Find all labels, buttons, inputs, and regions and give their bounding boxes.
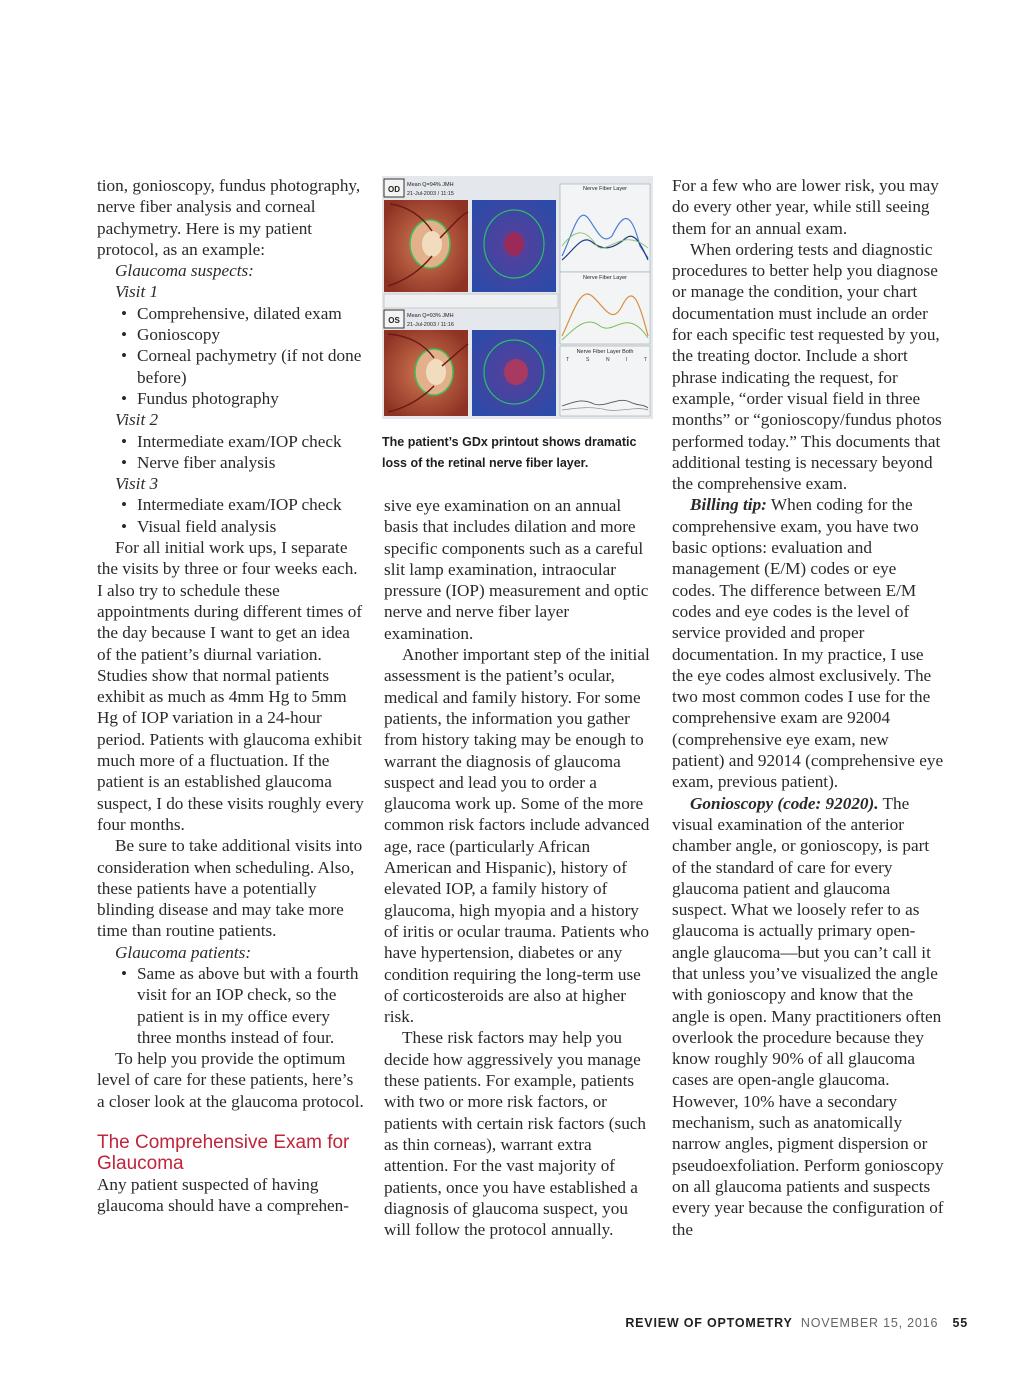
paragraph: Be sure to take additional visits into consideration when scheduling. Also, these patients have a potentially blinding disease and may take more time than routine patients. xyxy=(97,836,363,941)
list-item: • Visual field analysis xyxy=(119,516,365,537)
paragraph: sive eye examination on an annual basis that includes dilation and more specific components such as a careful slit lamp examination, intraocular pressure (IOP) measurement and optic nerve and nerve fiber layer examination. xyxy=(384,496,649,643)
os-label: OS xyxy=(388,316,400,325)
gonioscopy-paragraph xyxy=(672,793,944,1240)
subheading-glaucoma-patients: Glaucoma patients: xyxy=(115,942,252,962)
gdx-printout-image xyxy=(382,176,653,419)
visit-1-label: Visit 1 xyxy=(115,282,159,302)
text-column-1 xyxy=(97,175,365,1217)
chart3-title: Nerve Fiber Layer Both xyxy=(576,349,634,355)
axis-letter: I xyxy=(626,357,628,363)
axis-letter: T xyxy=(644,357,648,363)
od-info-line1: Mean Q=94% JMH xyxy=(407,182,454,188)
text-column-3 xyxy=(672,175,944,1240)
both-chart xyxy=(560,346,650,416)
visit-3-label: Visit 3 xyxy=(115,474,159,494)
od-info-line2: 21-Jul-2003 / 11:15 xyxy=(407,191,454,197)
text-column-2 xyxy=(384,495,656,1240)
list-item: • Same as above but with a fourth visit for an IOP check, so the patient is in my office every three months instead of four. xyxy=(119,963,365,1048)
axis-letter: T xyxy=(566,357,570,363)
os-info-line2: 21-Jul-2003 / 11:16 xyxy=(407,322,454,328)
billing-tip-label: Billing tip: xyxy=(690,495,767,515)
os-info-line1: Mean Q=93% JMH xyxy=(407,313,454,319)
chart2-title: Nerve Fiber Layer xyxy=(582,275,628,281)
page-number: 55 xyxy=(952,1316,968,1330)
list-item: • Nerve fiber analysis xyxy=(119,452,365,473)
axis-letter: S xyxy=(586,357,590,363)
list-item: • Intermediate exam/IOP check xyxy=(119,431,365,452)
list-item: • Comprehensive, dilated exam xyxy=(119,303,365,324)
caption-text: The patient’s GDx printout shows dramatic loss of the retinal nerve fiber layer. xyxy=(382,435,637,470)
paragraph: For a few who are lower risk, you may do every other year, while still seeing them for an annual exam. xyxy=(672,176,939,238)
page-footer xyxy=(625,1316,968,1330)
section-heading: The Comprehensive Exam for Glaucoma xyxy=(97,1132,350,1175)
list-item: • Intermediate exam/IOP check xyxy=(119,494,365,515)
publication-name: REVIEW OF OPTOMETRY xyxy=(625,1316,793,1330)
glaucoma-patients-list xyxy=(97,963,365,1048)
subheading-glaucoma-suspects: Glaucoma suspects: xyxy=(115,261,254,281)
billing-tip-paragraph xyxy=(672,494,944,792)
list-item: • Corneal pachymetry (if not done before) xyxy=(119,345,365,388)
visit-1-list xyxy=(97,303,365,409)
paragraph: Any patient suspected of having glaucoma should have a comprehen- xyxy=(97,1175,349,1216)
billing-tip-text: When coding for the comprehensive exam, you have two basic options: evaluation and management (E/M) codes or eye codes. The difference between E/M codes and eye codes is the level of service provided and proper documentation. In my practice, I use the eye codes almost exclusively. The two most common codes I use for the comprehensive exam are 92004 (comprehensive eye exam, new patient) and 92014 (comprehensive eye exam, previous patient). xyxy=(672,495,944,792)
chart1-title: Nerve Fiber Layer xyxy=(582,186,628,192)
od-label: OD xyxy=(388,185,400,194)
visit-2-list xyxy=(97,431,365,474)
paragraph: These risk factors may help you decide how aggressively you manage these patients. For example, patients with two or more risk factors, or patients with certain risk factors (such as thin corneas), warrant extra attention. For the vast majority of patients, once you have established a diagnosis of glaucoma suspect, you will follow the protocol annually. xyxy=(384,1028,647,1240)
visit-3-list xyxy=(97,494,365,537)
gdx-printout-figure xyxy=(382,176,653,419)
paragraph: To help you provide the optimum level of care for these patients, here’s a closer look at the glaucoma protocol. xyxy=(97,1049,364,1111)
visit-2-label: Visit 2 xyxy=(115,410,159,430)
paragraph: When ordering tests and diagnostic procedures to better help you diagnose or manage the condition, your chart documentation must include an order for each specific test requested by you, the treating doctor. Include a short phrase indicating the request, for example, “order visual field in three months” or “gonioscopy/fundus photos performed today.” This documents that additional testing is necessary beyond the comprehensive exam. xyxy=(672,239,942,494)
list-item: • Gonioscopy xyxy=(119,324,365,345)
figure-caption xyxy=(382,432,662,474)
list-item: • Fundus photography xyxy=(119,388,365,409)
issue-date: NOVEMBER 15, 2016 xyxy=(800,1316,939,1330)
paragraph: For all initial work ups, I separate the visits by three or four weeks each. I also try to schedule these appointments during different times of the day because I want to get an idea of the patient’s diurnal variation. Studies show that normal patients exhibit as much as 4mm Hg to 5mm Hg of IOP variation in a 24-hour period. Patients with glaucoma exhibit much more of a fluctuation. If the patient is an established glaucoma suspect, I do these visits roughly every four months. xyxy=(97,538,364,834)
paragraph: tion, gonioscopy, fundus photography, nerve fiber analysis and corneal pachymetry. Here is my patient protocol, as an example: xyxy=(97,176,361,259)
paragraph: Another important step of the initial assessment is the patient’s ocular, medical and family history. For some patients, the information you gather from history taking may be enough to warrant the diagnosis of glaucoma suspect and lead you to order a glaucoma work up. Some of the more common risk factors include advanced age, race (particularly African American and Hispanic), history of elevated IOP, a family history of glaucoma, high myopia and a history of iritis or ocular trauma. Patients who have hypertension, diabetes or any condition requiring the long-term use of corticosteroids are also at higher risk. xyxy=(384,645,650,1027)
os-chart xyxy=(560,272,650,344)
gonioscopy-label: Gonioscopy (code: 92020). xyxy=(690,793,879,813)
axis-letter: N xyxy=(606,357,610,363)
gonioscopy-text: The visual examination of the anterior chamber angle, or gonioscopy, is part of the standard of care for every glaucoma patient and glaucoma suspect. What we loosely refer to as glaucoma is actually primary open-angle glaucoma—but you can’t call it that unless you’ve visualized the angle with gonioscopy and know that the angle is open. Many practitioners often overlook the procedure because they know roughly 90% of all glaucoma cases are open-angle glaucoma. However, 10% have a secondary mechanism, such as anatomically narrow angles, pigment dispersion or pseudoexfoliation. Perform gonioscopy on all glaucoma patients and suspects every year because the configuration of the xyxy=(672,793,944,1239)
